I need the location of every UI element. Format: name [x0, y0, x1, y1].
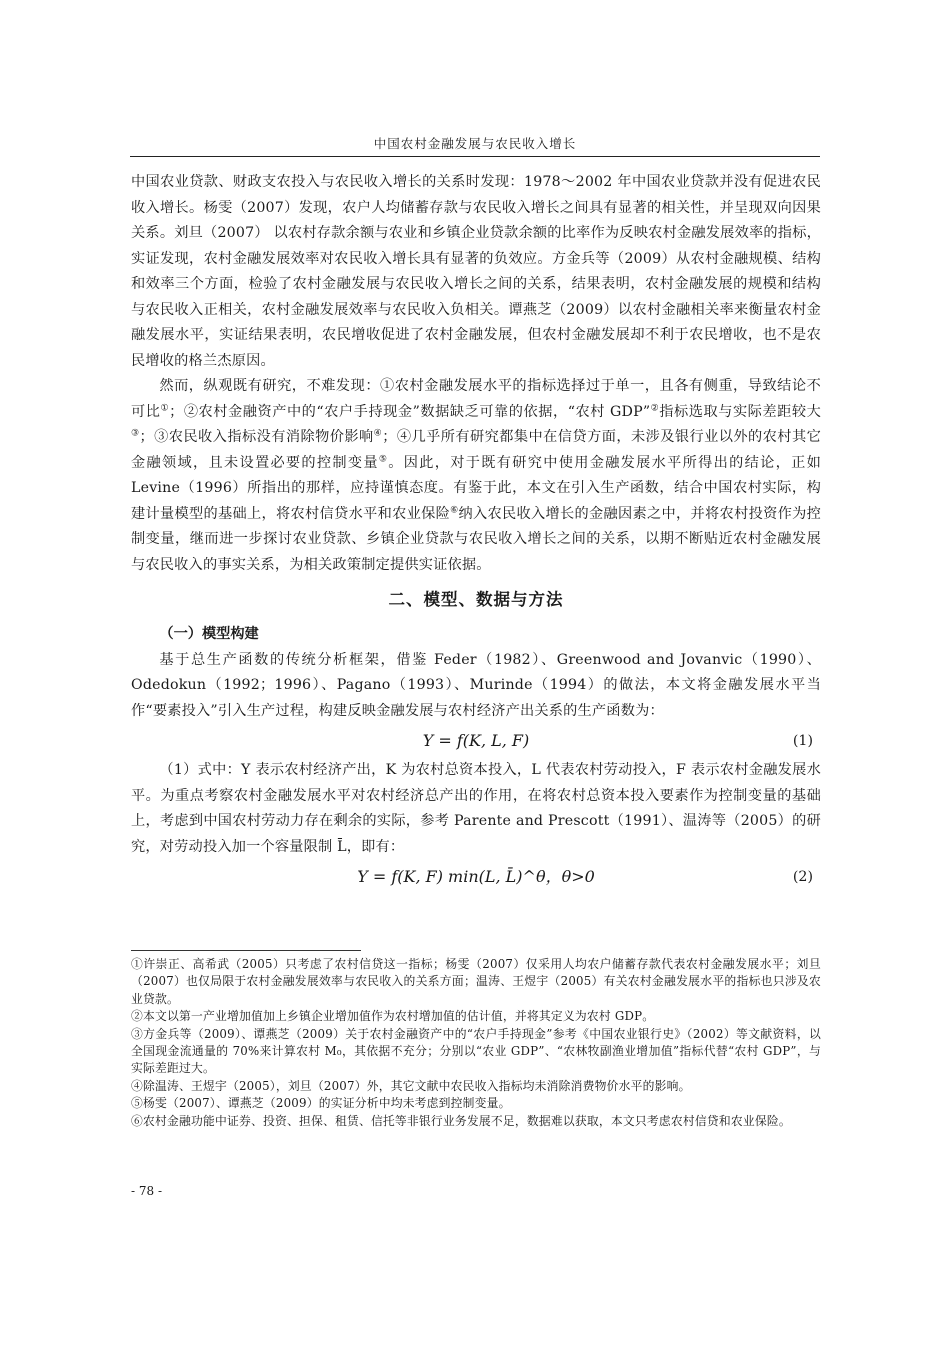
paragraph-text: 然而，纵观既有研究，不难发现：①农村金融发展水平的指标选择过于单一，且各有侧重，导致结论不可比 [131, 378, 821, 420]
paragraph-critique [131, 374, 821, 578]
footnote-3: ③方金兵等（2009）、谭燕芝（2009）关于农村金融资产中的“农户手持现金”参考《中国农业银行史》（2002）等文献资料，以全国现金流通量的 70%来计算农村 M₀，其依据不充分；分别以“农业 GDP”、“农林牧副渔业增加值”指标代替“农村 GDP”，与实际差距过大。 [131, 1026, 821, 1076]
footnote-ref-5[interactable]: ⑤ [378, 453, 389, 464]
footnote-5: ⑤杨雯（2007）、谭燕芝（2009）的实证分析中均未考虑到控制变量。 [131, 1096, 511, 1111]
footnote-6: ⑥农村金融功能中证券、投资、担保、租赁、信托等非银行业务发展不足，数据难以获取，本文只考虑农村信贷和农业保险。 [131, 1113, 791, 1128]
footnote-ref-3[interactable]: ③ [131, 428, 140, 439]
equation-2-number: (2) [792, 869, 813, 885]
paragraph-literature-review: 中国农业贷款、财政支农投入与农民收入增长的关系时发现：1978～2002 年中国农业贷款并没有促进农民收入增长。杨雯（2007）发现，农户人均储蓄存款与农民收入增长之间具有显著的相关性，并呈现双向因果关系。刘旦（2007） 以农村存款余额与农业和乡镇企业贷款余额的比率作为反映农村金融发展效率的指标，实证发现，农村金融发展效率对农民收入增长具有显著的负效应。方金兵等（2009）从农村金融规模、结构和效率三个方面，检验了农村金融发展与农民收入增长之间的关系，结果表明，农村金融发展的规模和结构与农民收入正相关，农村金融发展效率与农民收入负相关。谭燕芝（2009）以农村金融相关率来衡量农村金融发展水平，实证结果表明，农民增收促进了农村金融发展，但农村金融发展却不利于农民增收，也不是农民增收的格兰杰原因。 [131, 174, 821, 369]
paragraph-text: ；②农村金融资产中的“农户手持现金”数据缺乏可靠的依据，“农村 GDP” [169, 403, 651, 420]
equation-2-body: Y = f(K, F) min(L, L̄)^θ，θ>0 [357, 867, 595, 886]
paragraph-model-variables: （1）式中：Y 表示农村经济产出，K 为农村总资本投入，L 代表农村劳动投入，F 表示农村金融发展水平。为重点考察农村金融发展水平对农村经济总产出的作用，在将农村总资本投入要素作为控制变量的基础上，考虑到中国农村劳动力存在剩余的实际，参考 Parente and Prescott（1991）、温涛等（2005）的研究，对劳动投入加一个容量限制 L̄，即有： [131, 762, 821, 855]
footnote-rule [131, 950, 361, 951]
paragraph-text: ；③农民收入指标没有消除物价影响 [139, 429, 374, 445]
footnote-4: ④除温涛、王煜宇（2005），刘旦（2007）外，其它文献中农民收入指标均未消除消费物价水平的影响。 [131, 1078, 691, 1093]
footnote-ref-1[interactable]: ① [160, 402, 170, 413]
body-text [131, 170, 821, 894]
section-heading: 二、模型、数据与方法 [388, 590, 564, 609]
footnotes [131, 956, 821, 1130]
sub-heading: （一）模型构建 [159, 626, 259, 642]
paragraph-text: 纳入农民收入增长的金融因素之中，并将农村投资作为控制变量，继而进一步探讨农业贷款、乡镇企业贷款与农民收入增长之间的关系，以期不断贴近农村金融发展与农民收入的事实关系，为相关政策制定提供实证依据。 [131, 505, 821, 573]
equation-1 [131, 724, 821, 758]
equation-2 [131, 860, 821, 894]
paragraph-text: ；④几乎所有研究都集中在信贷方面，未涉及银行业以外的农村其它金融领域，且未设置必要的控制变量 [131, 429, 821, 471]
paragraph-text: 。因此，对于既有研究中使用金融发展水平所得出的结论，正如 Levine（1996）所指出的那样，应持谨慎态度。有鉴于此，本文在引入生产函数，结合中国农村实际，构建计量模型的基础上，将农村信贷水平和农业保险 [131, 454, 821, 522]
equation-1-body: Y = f(K, L, F) [422, 731, 530, 750]
footnote-ref-6[interactable]: ⑥ [450, 504, 459, 515]
footnote-ref-2[interactable]: ② [650, 402, 660, 413]
equation-1-number: (1) [792, 733, 813, 749]
footnote-2: ②本文以第一产业增加值加上乡镇企业增加值作为农村增加值的估计值，并将其定义为农村 GDP。 [131, 1009, 655, 1024]
footnote-ref-4[interactable]: ④ [373, 428, 383, 439]
page-number: - 78 - [131, 1184, 163, 1198]
paragraph-model-intro: 基于总生产函数的传统分析框架，借鉴 Feder（1982）、Greenwood and Jovanvic（1990）、Odedokun（1992；1996）、Pagano（1993）、Murinde（1994）的做法，本文将金融发展水平当作“要素投入”引入生产过程，构建反映金融发展与农村经济产出关系的生产函数为： [131, 651, 821, 719]
paragraph-text: 指标选取与实际差距较大 [659, 403, 821, 420]
footnote-1: ①许崇正、高希武（2005）只考虑了农村信贷这一指标；杨雯（2007）仅采用人均农户储蓄存款代表农村金融发展水平；刘旦（2007）也仅局限于农村金融发展效率与农民收入的关系方面；温涛、王煜宇（2005）有关农村金融发展水平的指标也只涉及农业贷款。 [131, 957, 821, 1006]
running-header: 中国农村金融发展与农民收入增长 [373, 136, 577, 151]
header-rule [130, 156, 820, 157]
